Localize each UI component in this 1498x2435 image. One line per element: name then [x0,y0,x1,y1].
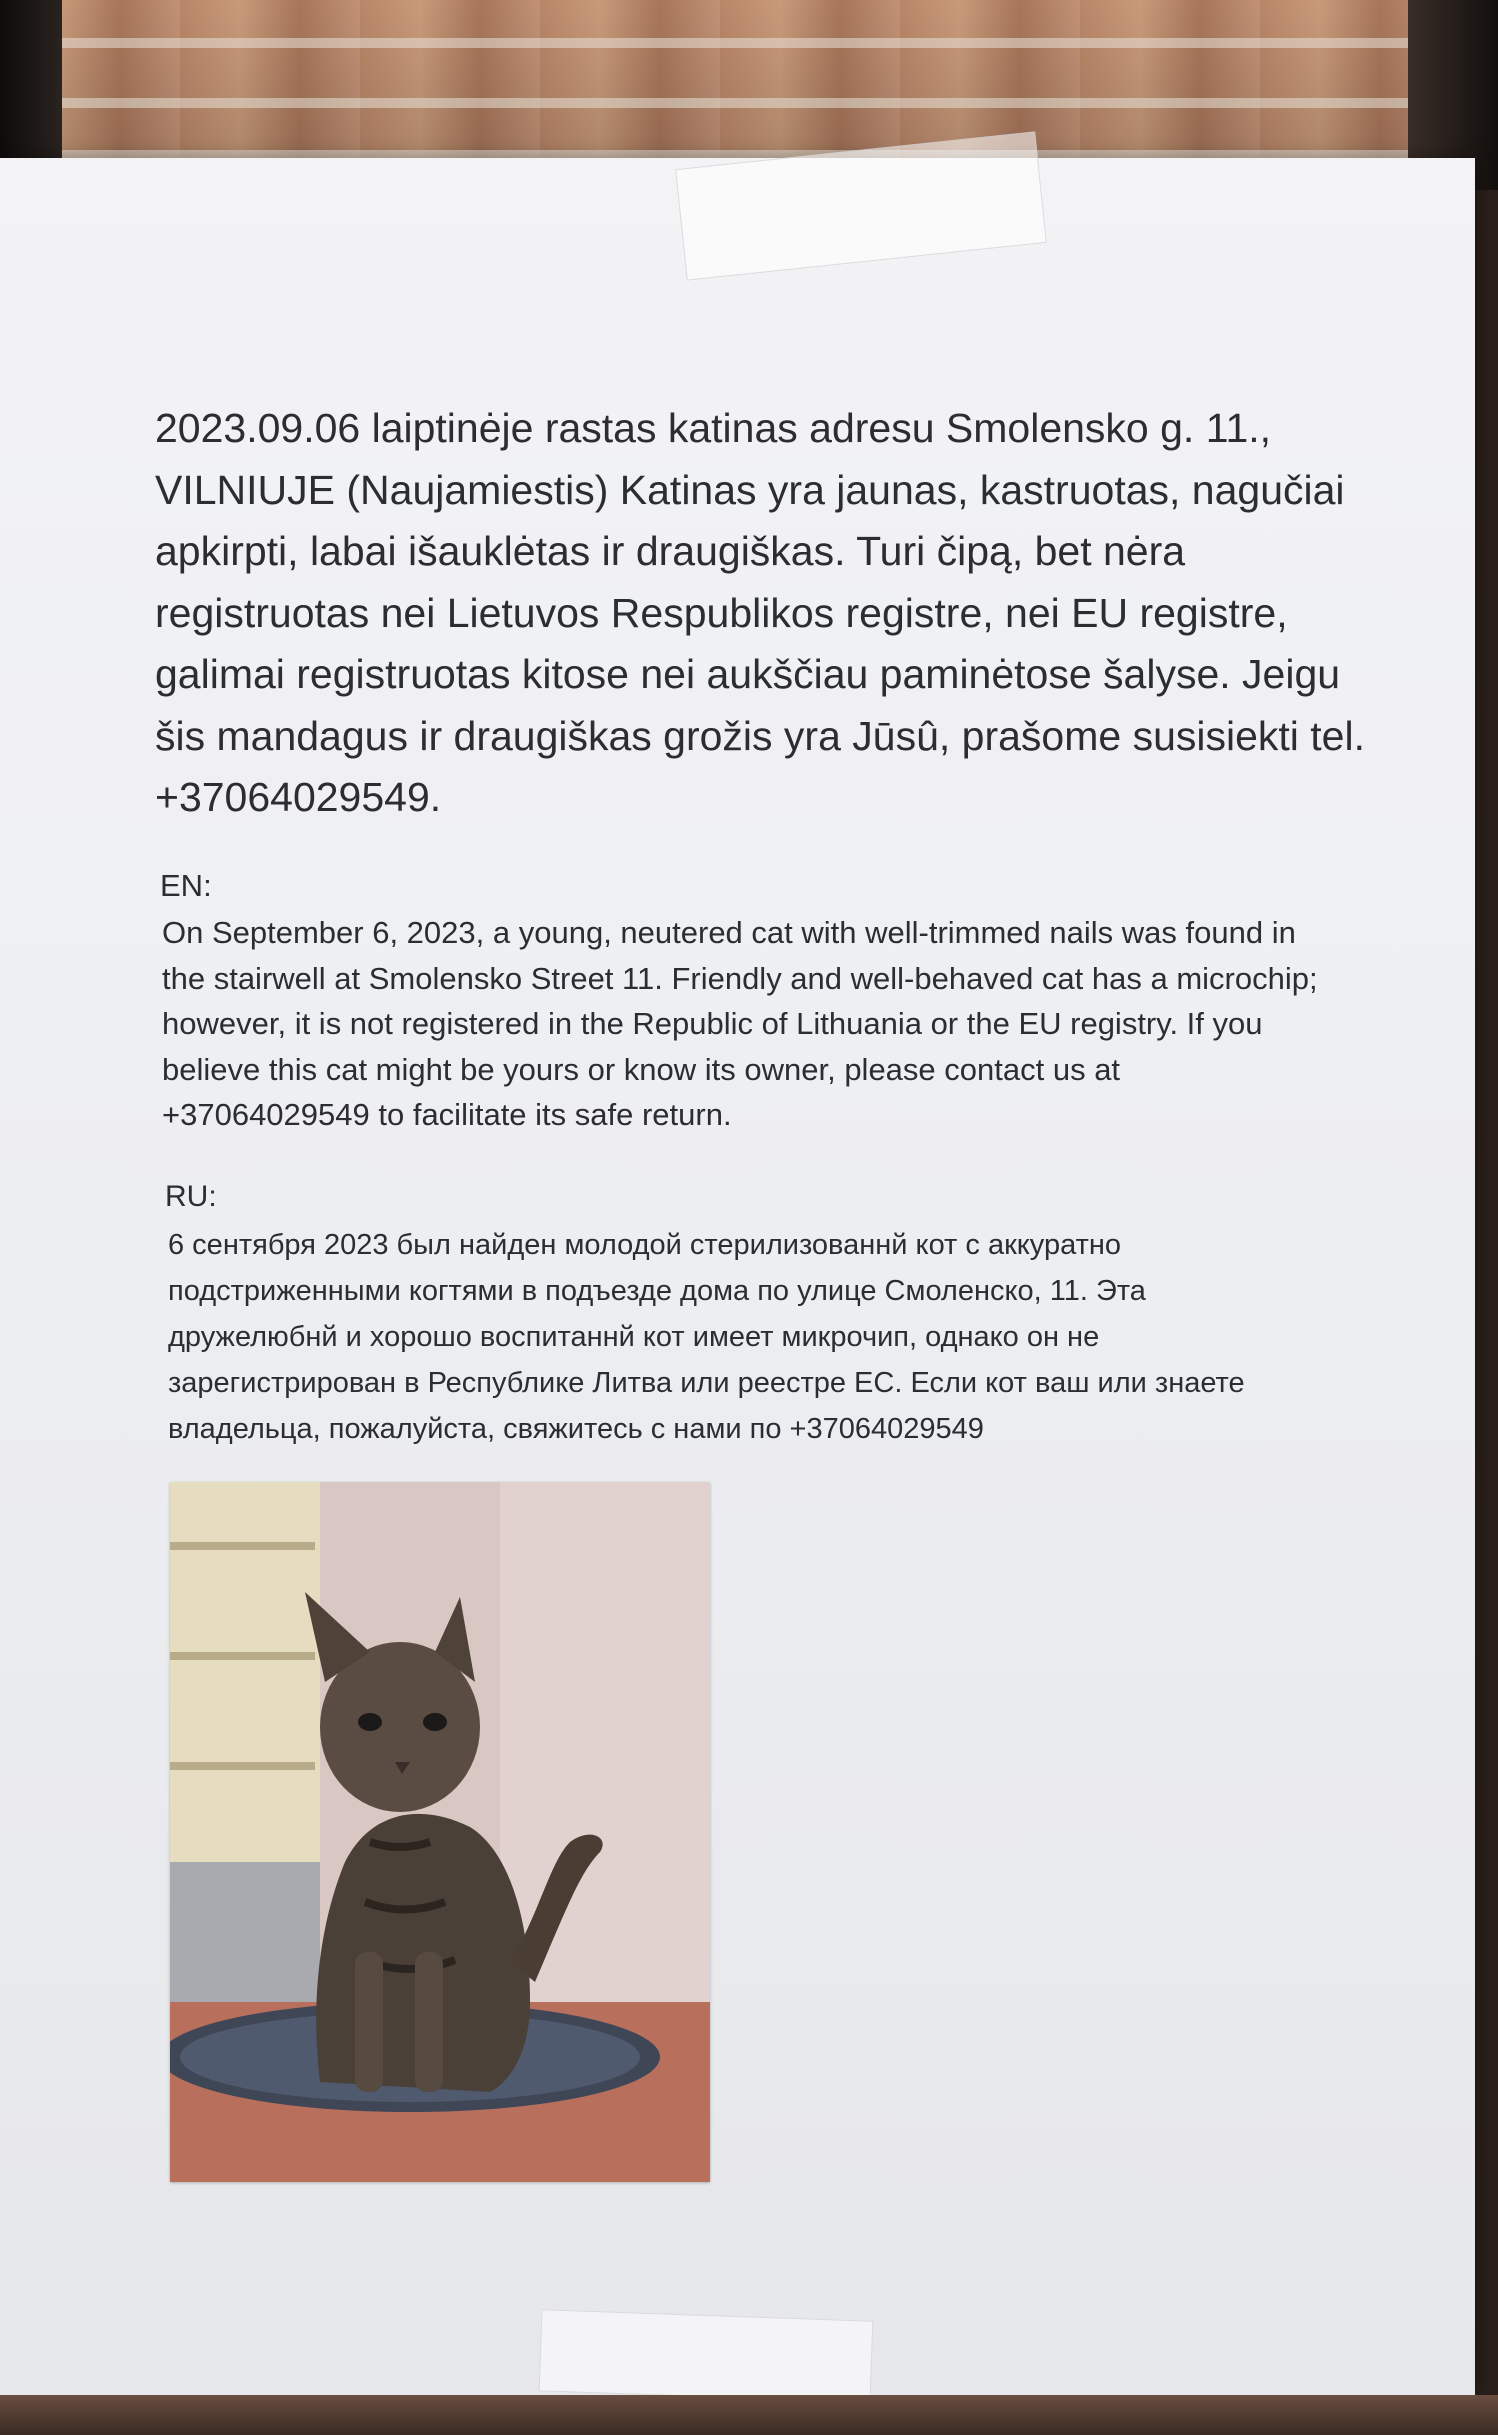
text-line: the stairwell at Smolensko Street 11. Friendly and well-behaved cat has a microchip; [162,960,1318,996]
drawer-edge [170,1542,315,1550]
text-line: владельца, пожалуйста, свяжитесь с нами по +37064029549 [168,1413,984,1445]
text-line: VILNIUJE (Naujamiestis) Katinas yra jaunas, kastruotas, nagučiai [155,466,1345,513]
text-line: registruotas nei Lietuvos Respublikos registre, nei EU registre, [155,589,1288,636]
english-label: EN: [160,868,212,903]
lithuanian-paragraph [155,398,1445,829]
wall-bottom-edge [0,2395,1498,2435]
wall-mortar-line [0,98,1498,108]
cat-photo [170,1482,710,2182]
text-line: подстриженными когтями в подъезде дома по улице Смоленско, 11. Эта [168,1275,1146,1307]
drawer-edge [170,1762,315,1770]
text-line: apkirpti, labai išauklėtas ir draugiškas. Turi čipą, bet nėra [155,528,1186,574]
text-line: believe this cat might be yours or know its owner, please contact us at [162,1051,1121,1087]
tape-strip-bottom [539,2309,874,2403]
text-line: however, it is not registered in the Republic of Lithuania or the EU registry. If you [162,1006,1263,1041]
text-line: дружелюбнй и хорошо воспитаннй кот имеет микрочип, однако он не [168,1321,1100,1353]
cat-eye-left [358,1713,382,1731]
text-line: 6 сентября 2023 был найден молодой стерилизованнй кот с аккуратно [168,1229,1122,1261]
text-line: šis mandagus ir draugiškas grožis yra Jūsû, prašome susisiekti tel. [155,712,1365,759]
text-line: зарегистрирован в Республике Литва или реестре ЕС. Если кот ваш или знаете [168,1367,1245,1399]
text-line: +37064029549. [155,774,442,820]
text-line: On September 6, 2023, a young, neutered cat with well-trimmed nails was found in [162,915,1296,950]
drawer-cabinet [170,1482,320,1862]
cat-photo-illustration [170,1482,710,2182]
cat-leg [355,1952,383,2092]
english-paragraph [162,910,1462,1138]
drawer-edge [170,1652,315,1660]
russian-label: RU: [165,1180,217,1213]
text-line: +37064029549 to facilitate its safe return. [162,1097,732,1132]
text-line: galimai registruotas kitose nei aukščiau paminėtose šalyse. Jeigu [155,651,1341,697]
cat-eye-right [423,1713,447,1731]
wall-mortar-line [0,38,1498,48]
text-line: 2023.09.06 laiptinėje rastas katinas adresu Smolensko g. 11., [155,405,1272,451]
cat-leg [415,1952,443,2092]
russian-paragraph [168,1222,1448,1452]
